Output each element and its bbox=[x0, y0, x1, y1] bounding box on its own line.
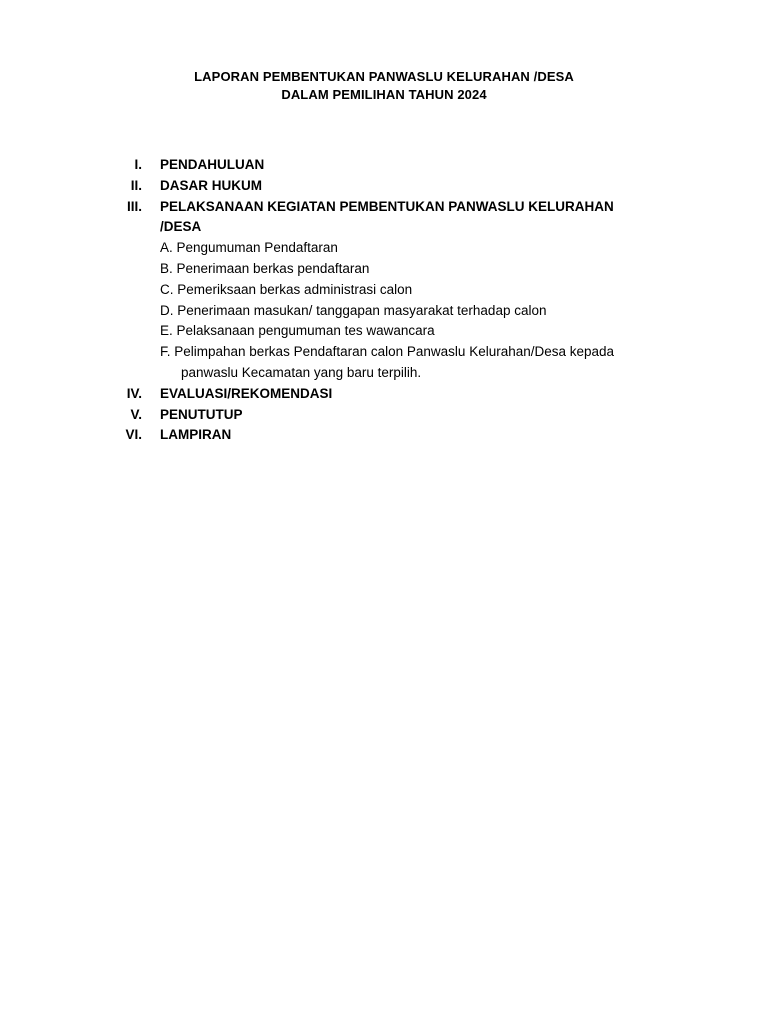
toc-section-3 bbox=[0, 197, 768, 218]
subsection-title: F. Pelimpahan berkas Pendaftaran calon Panwaslu Kelurahan/Desa kepada bbox=[160, 344, 615, 360]
toc-section-3-continuation bbox=[0, 217, 768, 238]
section-title: LAMPIRAN bbox=[160, 427, 232, 443]
toc-subsection-e bbox=[0, 321, 768, 342]
subsection-title-continuation: panwaslu Kecamatan yang baru terpilih. bbox=[181, 364, 422, 380]
section-number: IV. bbox=[126, 385, 142, 401]
toc-subsection-c bbox=[0, 280, 768, 301]
toc-section-1 bbox=[0, 155, 768, 176]
section-title: PELAKSANAAN KEGIATAN PEMBENTUKAN PANWASLU KELURAHAN bbox=[160, 198, 614, 214]
subsection-title: A. Pengumuman Pendaftaran bbox=[160, 240, 338, 256]
section-number: V. bbox=[130, 406, 142, 422]
section-number: II. bbox=[130, 177, 142, 193]
subsection-title: E. Pelaksanaan pengumuman tes wawancara bbox=[160, 323, 435, 339]
section-title: DASAR HUKUM bbox=[160, 177, 262, 193]
document-title-line-2: DALAM PEMILIHAN TAHUN 2024 bbox=[281, 87, 487, 102]
subsection-title: D. Penerimaan masukan/ tanggapan masyarakat terhadap calon bbox=[160, 302, 547, 318]
subsection-title: C. Pemeriksaan berkas administrasi calon bbox=[160, 281, 413, 297]
toc-subsection-b bbox=[0, 259, 768, 280]
section-number: I. bbox=[134, 157, 142, 172]
section-title: PENUTUTUP bbox=[160, 406, 243, 422]
toc-section-2 bbox=[0, 176, 768, 197]
subsection-title: B. Penerimaan berkas pendaftaran bbox=[160, 260, 370, 276]
toc-section-4 bbox=[0, 384, 768, 405]
toc-subsection-d bbox=[0, 301, 768, 322]
section-number: III. bbox=[126, 198, 142, 214]
toc-subsection-f bbox=[0, 342, 768, 363]
section-title: EVALUASI/REKOMENDASI bbox=[160, 385, 333, 401]
document-title-line-1: LAPORAN PEMBENTUKAN PANWASLU KELURAHAN /DESA bbox=[194, 69, 574, 84]
toc-section-6 bbox=[0, 425, 768, 446]
table-of-contents bbox=[0, 155, 768, 446]
toc-subsection-f-continuation bbox=[0, 363, 768, 384]
section-title: PENDAHULUAN bbox=[160, 157, 265, 172]
section-number: VI. bbox=[125, 427, 142, 443]
toc-subsection-a bbox=[0, 238, 768, 259]
toc-section-5 bbox=[0, 405, 768, 426]
section-title-continuation: /DESA bbox=[160, 219, 202, 235]
